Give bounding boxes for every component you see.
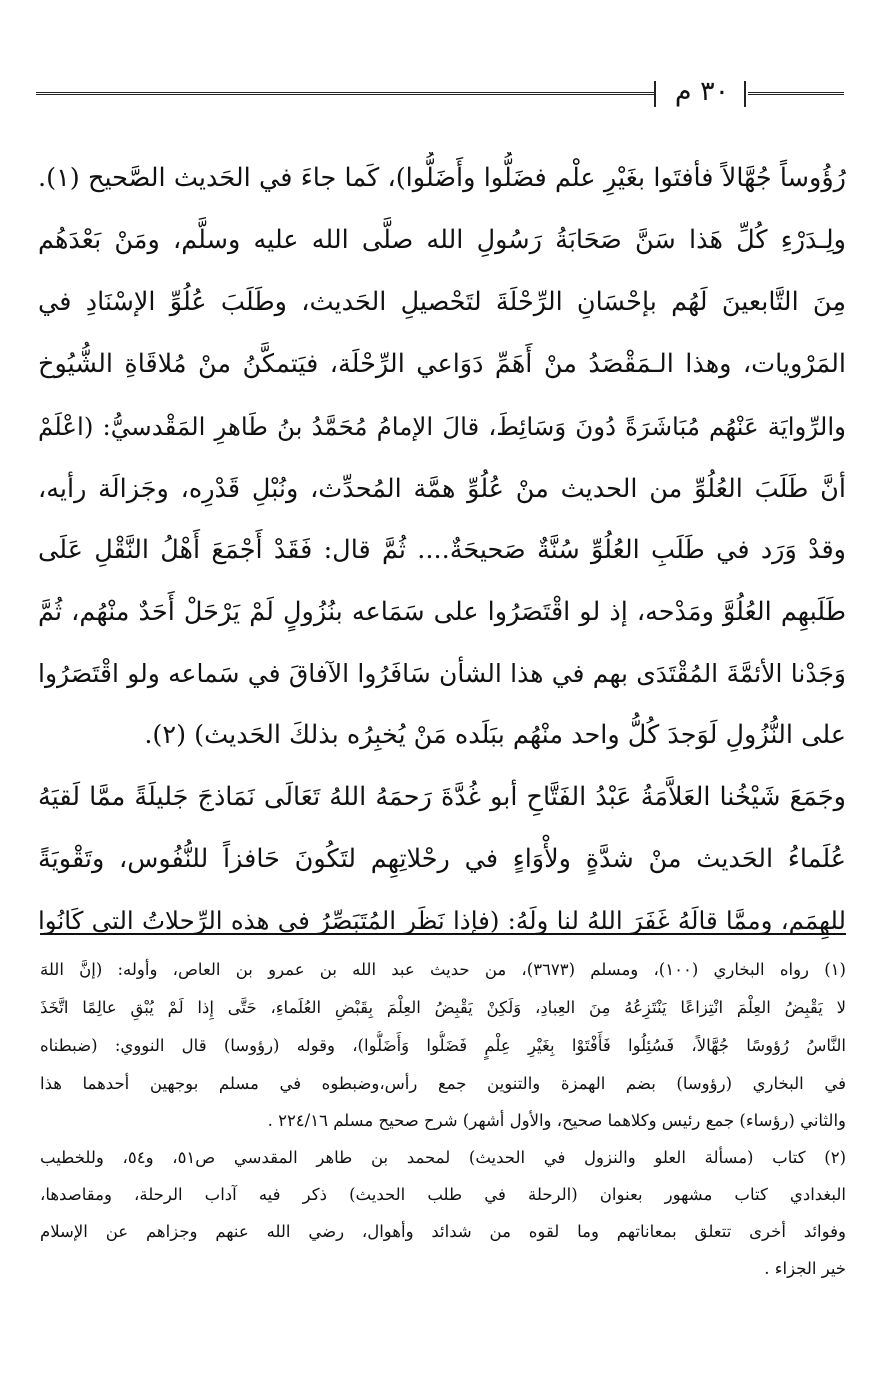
body-line: عُلَماءُ الحَديث منْ شدَّةٍ ولأْوَاءٍ في رحْلاتِهِم لتَكُونَ حَافزاً للنُّفُوس، وتَقْويَةً bbox=[38, 844, 846, 874]
footnote-line: (٢) كتاب (مسألة العلو والنزول في الحديث) لمحمد بن طاهر المقدسي ص٥١، و٥٤، وللخطيب bbox=[40, 1148, 846, 1167]
body-line: المَرْويات، وهذا الـمَقْصَدُ منْ أَهَمِّ دَوَاعي الرِّحْلَة، فيَتمكَّنُ منْ مُلاقَاةِ الشُّيُوخ bbox=[38, 349, 846, 379]
body-line: وَجَدْنا الأئمَّةَ المُقْتَدَى بهم في هذا الشأن سَافَرُوا الآفاقَ في سَماعه ولو اقْتَصَرُوا bbox=[38, 659, 846, 688]
footnote-line: في البخاري (رؤوسا) بضم الهمزة والتنوين جمع رأس،وضبطوه في مسلم بوجهين أحدهما هذا bbox=[40, 1074, 846, 1093]
body-line: والرِّوايَة عَنْهُم مُبَاشَرَةً دُونَ وَسَائِطَ، قالَ الإمامُ مُحَمَّدُ بنُ طَاهرِ المَقْدسيُّ: (اعْلَمْ bbox=[38, 412, 846, 441]
body-line: للهِمَم، وممَّا قالَهُ غَفَرَ اللهُ لنا ولَهُ: (فإذا نَظَر المُتَبَصِّرُ في هذه الرِّحلاتُ التي كَانُوا bbox=[38, 906, 846, 935]
body-line: طَلَبهِم العُلُوَّ ومَدْحه، إذ لو اقْتَصَرُوا على سَمَاعه بنُزُولٍ لَمْ يَرْحَلْ أَحَدٌ منْهُم، ثُمَّ bbox=[38, 597, 846, 627]
footnote-line: وفوائد أخرى تتعلق بمعاناتهم وما لقوه من شدائد وأهوال، رضي الله عنهم وجزاهم عن الإسلام bbox=[40, 1222, 846, 1241]
header-rule-right bbox=[748, 92, 844, 95]
header-rule-tick-right bbox=[744, 81, 746, 107]
body-line: رُؤُوساً جُهَّالاً فأفتَوا بغَيْرِ علْم فضَلُّوا وأَضَلُّوا)، كَما جاءَ في الحَديث الصَّحيح (١). bbox=[38, 163, 846, 193]
footnote-line: النَّاسُ رُؤوسًا جُهَّالاً، فَسُئِلُوا فَأَفْتَوْا بِغَيْرِ عِلْمٍ فَضَلُّوا وَأَضَلُّوا)، وقوله (رؤوسا) قال النووي: (ضبطناه bbox=[40, 1036, 846, 1055]
header-rule-left bbox=[36, 92, 654, 95]
header-rule-tick-left bbox=[654, 81, 656, 107]
footnote-line: والثاني (رؤساء) جمع رئيس وكلاهما صحيح، والأول أشهر) شرح صحيح مسلم ٢٢٤/١٦ . bbox=[267, 1111, 846, 1130]
body-line: مِنَ التَّابعينَ لَهُم بإحْسَانِ الرِّحْلَةَ لتَحْصيلِ الحَديث، وطَلَبَ عُلُوِّ الإسْنَادِ في bbox=[38, 287, 846, 317]
body-line: وجَمَعَ شَيْخُنا العَلاَّمَةُ عَبْدُ الفَتَّاحِ أبو غُدَّةَ رَحمَهُ اللهُ تَعَالَى نَمَاذجَ جَليلَةً ممَّا لَقيَهُ bbox=[38, 782, 846, 812]
footnote-line: لا يَقْبِضُ العِلْمَ انْتِزاعًا يَنْتَزِعُهُ مِنَ العِبادِ، وَلَكِنْ يَقْبِضُ العِلْمَ بِقَبْضِ العُلَماءِ، حَتَّى إِذا لَمْ يُبْقِ عالِمًا اتَّخَذَ bbox=[40, 998, 846, 1017]
page-number: ٣٠ م bbox=[674, 76, 730, 107]
body-line: أنَّ طَلَبَ العُلُوِّ من الحديث منْ عُلُوِّ همَّة المُحدِّث، ونُبْلِ قَدْرِه، وجَزالَة رأيه، bbox=[38, 474, 846, 504]
body-line: على النُّزُولِ لَوَجدَ كُلُّ واحد منْهُم ببَلَده مَنْ يُخبِرُه بذلكَ الحَديث) (٢). bbox=[144, 720, 846, 750]
footnote-line: (١) رواه البخاري (١٠٠)، ومسلم (٣٦٧٣)، من حديث عبد الله بن عمرو بن العاص، وأوله: (إنَّ اللهَ bbox=[40, 960, 846, 979]
body-line: وقدْ وَرَد في طَلَبِ العُلُوِّ سُنَّةٌ صَحيحَةٌ.... ثُمَّ قال: فَقَدْ أَجْمَعَ أَهْلُ النَّقْلِ عَلَى bbox=[38, 535, 846, 565]
footnote-line: خير الجزاء . bbox=[764, 1259, 846, 1278]
footnote-line: البغدادي كتاب مشهور بعنوان (الرحلة في طلب الحديث) ذكر فيه آداب الرحلة، ومقاصدها، bbox=[40, 1185, 846, 1204]
footnote-separator bbox=[40, 933, 846, 935]
body-line: ولِـدَرْءِ كُلِّ هَذا سَنَّ صَحَابَةُ رَسُولِ الله صلَّى الله عليه وسلَّم، ومَنْ بَعْدَهُم bbox=[38, 225, 846, 255]
